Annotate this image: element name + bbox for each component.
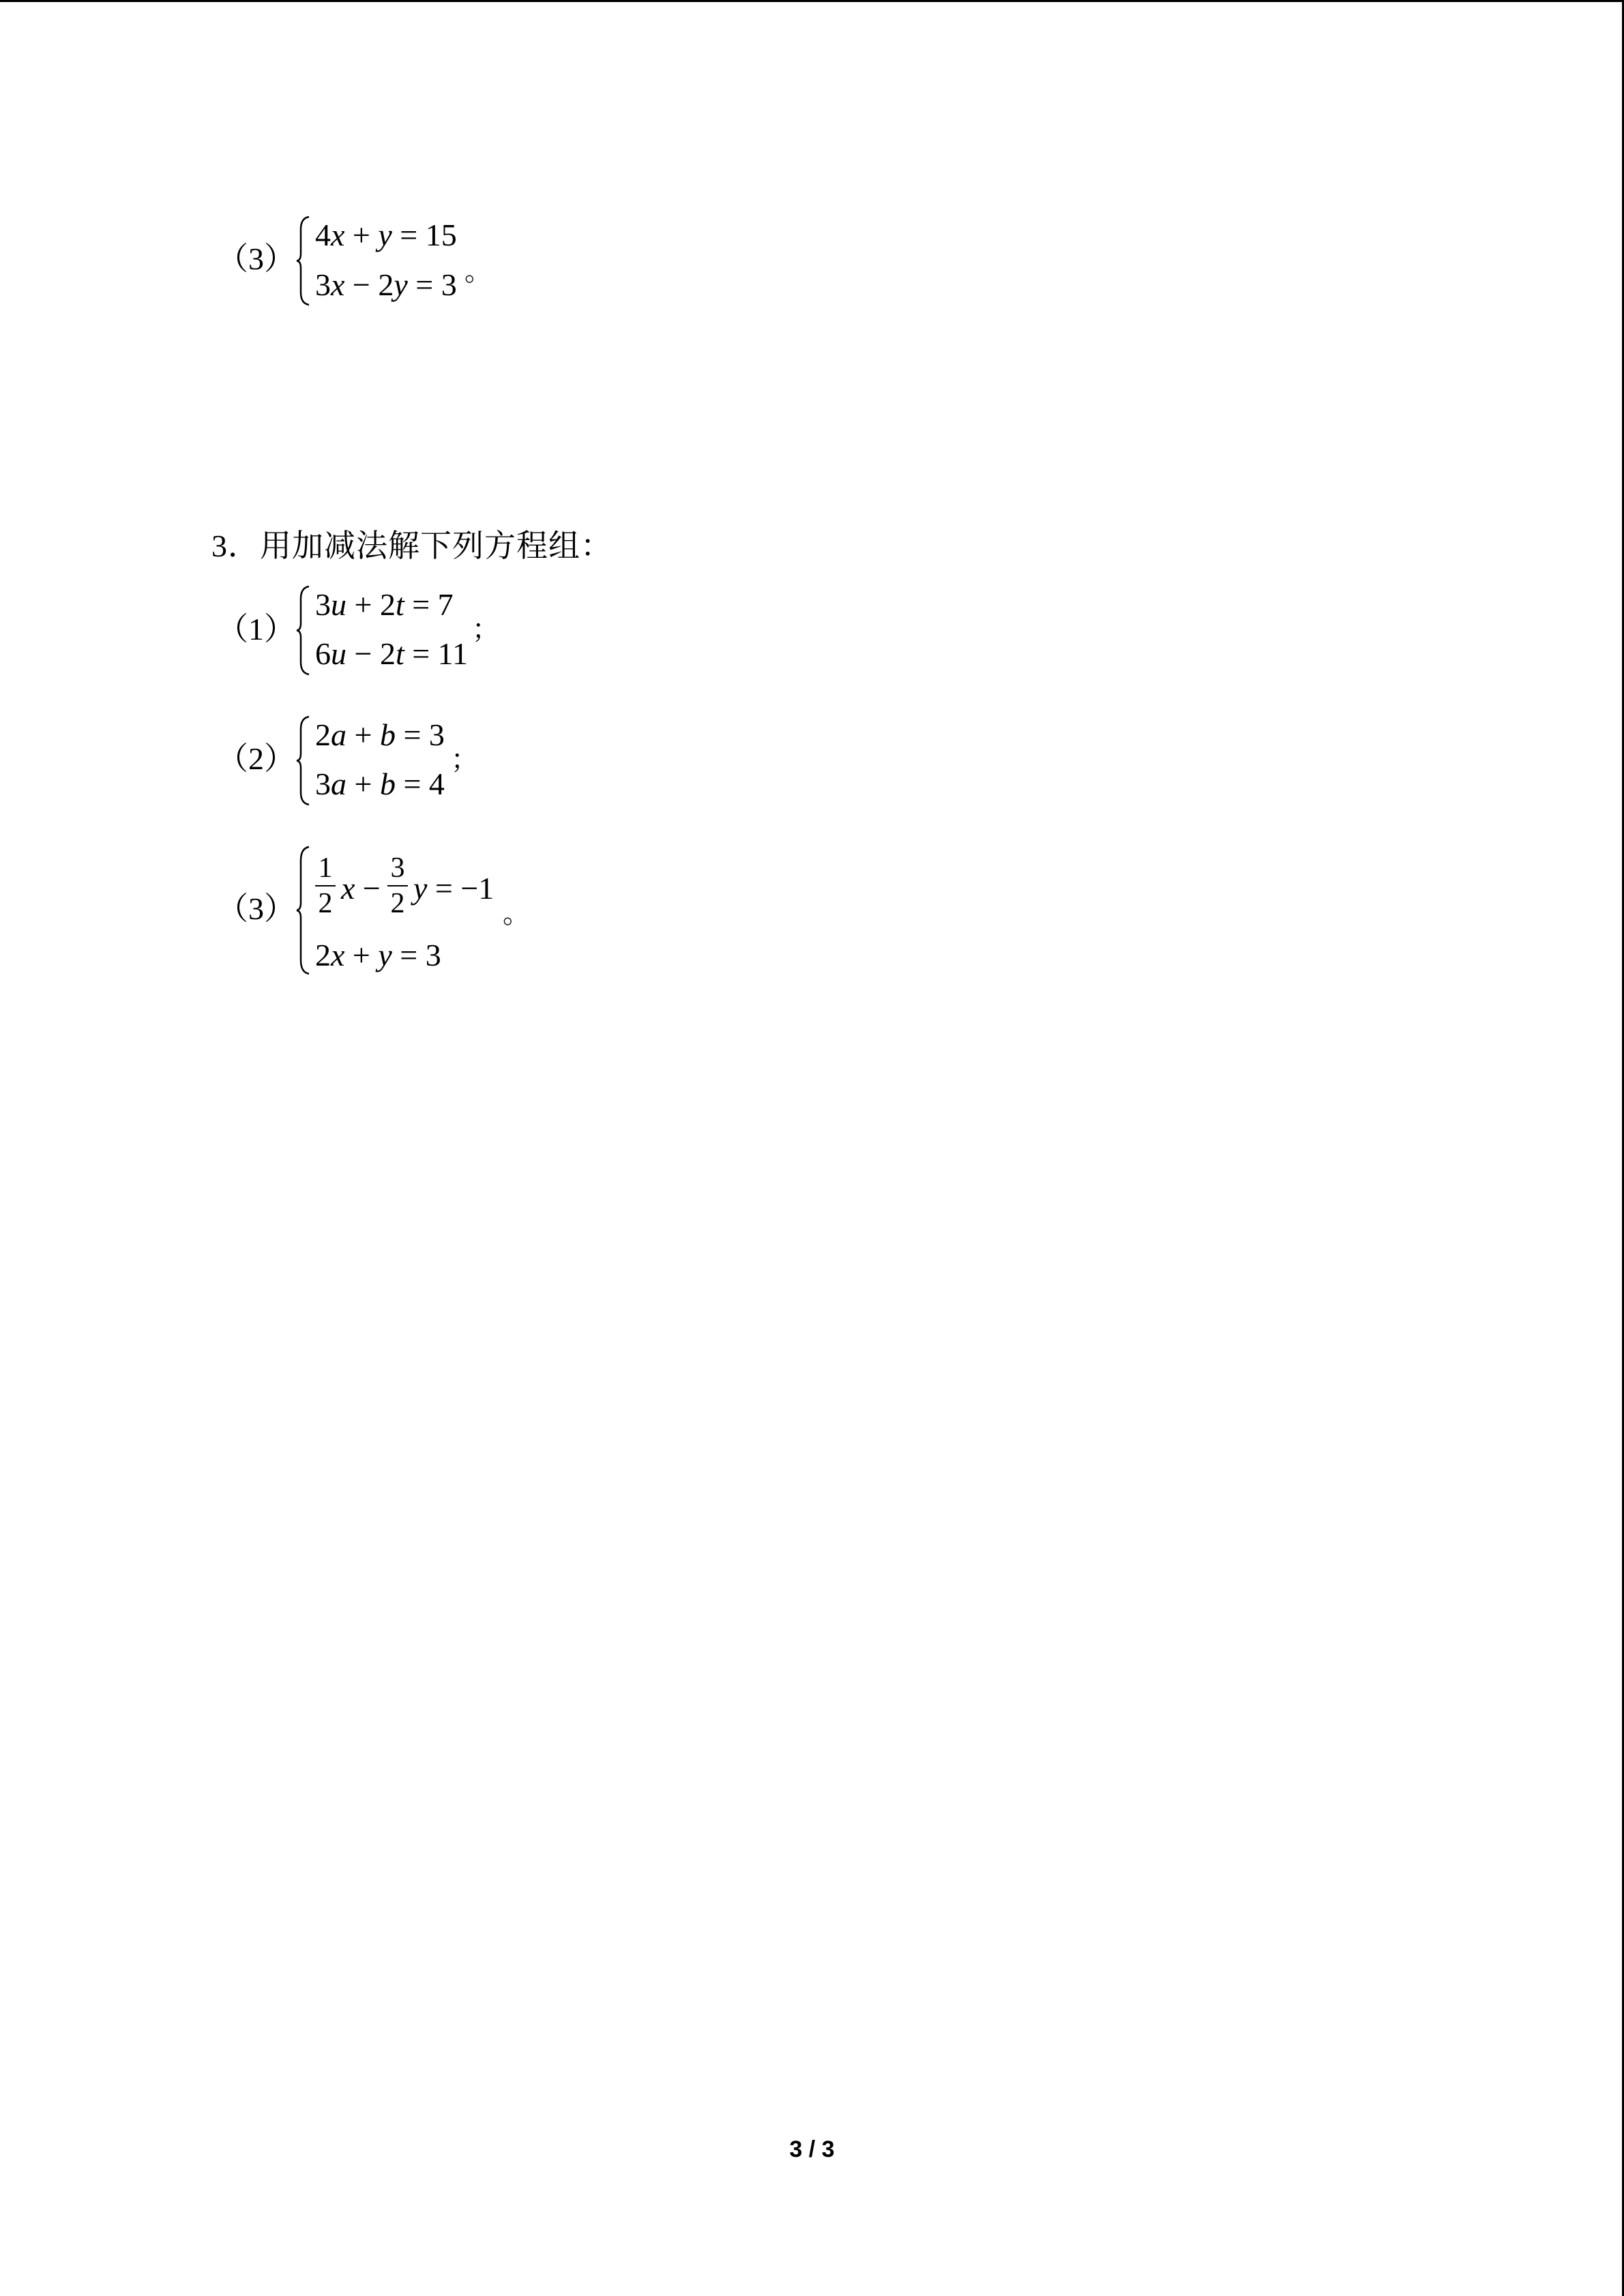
end-punctuation: ；: [472, 614, 499, 644]
operator: +: [346, 766, 380, 801]
variable: b: [379, 717, 396, 752]
variable: a: [331, 766, 346, 801]
variable: x: [331, 267, 345, 302]
right-hand-side: = 7: [404, 587, 454, 622]
variable: y: [394, 267, 408, 302]
left-brace: [295, 846, 310, 975]
left-brace: [295, 715, 310, 806]
right-hand-side: = 3: [392, 938, 441, 972]
operator: +: [344, 938, 379, 972]
problem-label: （2）: [217, 741, 295, 776]
variable: y: [378, 218, 392, 252]
variable: t: [395, 587, 404, 622]
operator: − 2: [346, 636, 396, 671]
right-hand-side: = −1: [427, 871, 494, 906]
variable: u: [331, 636, 346, 671]
coefficient: 6: [315, 636, 331, 671]
end-punctuation: 。: [503, 898, 530, 929]
right-hand-side: = 4: [395, 766, 445, 801]
fraction-three-halves: [387, 854, 408, 918]
equation-2: [315, 766, 445, 801]
variable: u: [331, 587, 346, 622]
numerator: 3: [390, 852, 405, 884]
left-brace: [295, 215, 310, 306]
right-hand-side: = 3: [407, 267, 457, 302]
equation-1-right: [413, 873, 494, 904]
variable: t: [395, 636, 404, 671]
section-heading: 3．用加减法解下列方程组：: [211, 528, 612, 563]
fraction-bar: [387, 885, 408, 886]
equation-1: [315, 719, 445, 751]
problem-label: （3）: [217, 891, 295, 926]
page-border-top: [0, 0, 1624, 2]
equation-2: [315, 269, 457, 301]
variable: b: [379, 766, 396, 801]
right-hand-side: = 15: [392, 218, 457, 252]
numerator: 1: [318, 852, 333, 884]
coefficient: 3: [315, 267, 331, 302]
variable: x: [341, 871, 355, 906]
right-hand-side: = 3: [395, 717, 445, 752]
equation-1-middle: [341, 873, 381, 904]
coefficient: 3: [315, 766, 331, 801]
problem-label: （3）: [217, 241, 295, 276]
equation-1: [315, 589, 454, 621]
equation-1: [315, 220, 457, 251]
operator: −: [355, 871, 381, 906]
problem-label: （1）: [217, 612, 295, 646]
left-brace: [295, 585, 310, 676]
operator: − 2: [344, 267, 394, 302]
coefficient: 2: [315, 717, 331, 752]
end-punctuation: ；: [451, 744, 478, 775]
operator: +: [346, 717, 380, 752]
right-hand-side: = 11: [404, 636, 468, 671]
end-punctuation: 。: [464, 256, 492, 286]
operator: + 2: [346, 587, 396, 622]
variable: y: [378, 938, 392, 972]
operator: +: [344, 218, 379, 252]
coefficient: 2: [315, 938, 331, 972]
equation-2: [315, 940, 441, 971]
variable: a: [331, 717, 346, 752]
variable: y: [413, 871, 428, 906]
fraction-one-half: [315, 854, 336, 918]
denominator: 2: [318, 888, 333, 919]
fraction-bar: [315, 885, 336, 886]
coefficient: 3: [315, 587, 331, 622]
equation-2: [315, 638, 468, 670]
page-number: 3 / 3: [789, 2136, 835, 2162]
denominator: 2: [390, 888, 405, 919]
variable: x: [331, 218, 345, 252]
variable: x: [331, 938, 345, 972]
coefficient: 4: [315, 218, 331, 252]
